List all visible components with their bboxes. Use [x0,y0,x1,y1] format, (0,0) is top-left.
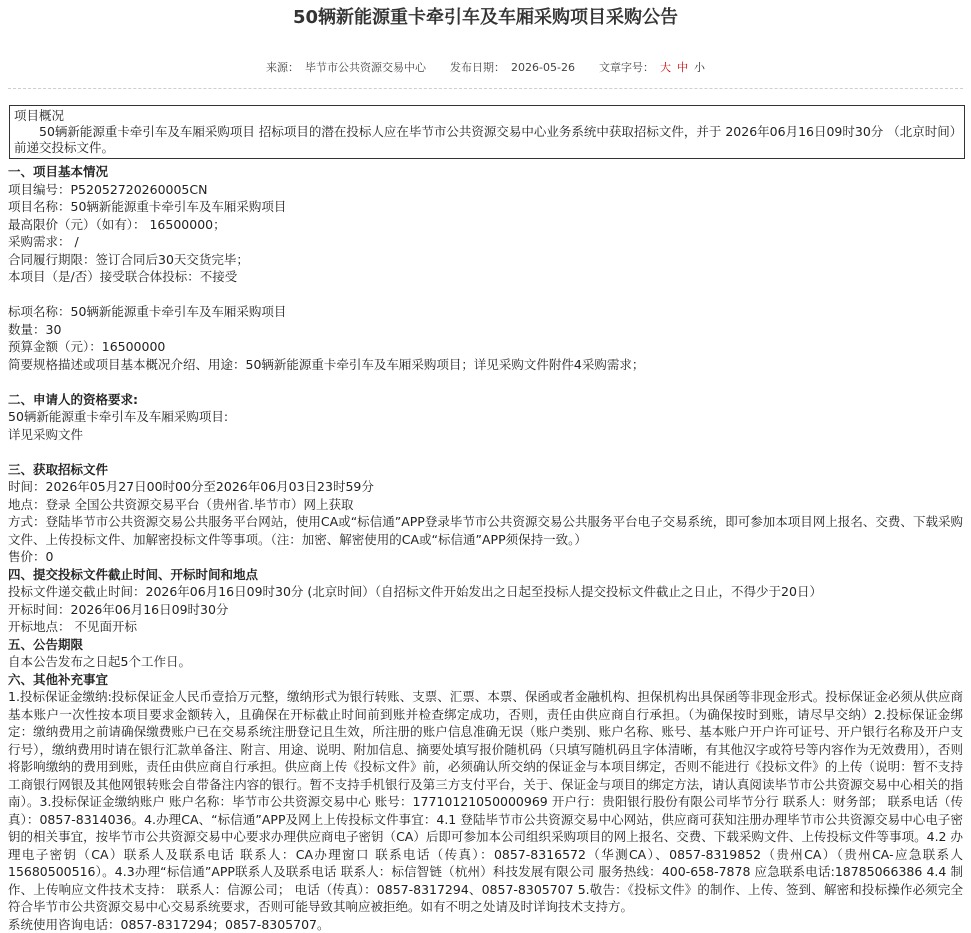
lot-description: 简要规格描述或项目基本概况介绍、用途：50辆新能源重卡牵引车及车厢采购项目；详见采购文件附件4采购需求； [8,356,963,374]
announcement-body [0,159,971,933]
source-value: 毕节市公共资源交易中心 [305,61,426,74]
bid-opening-place: 开标地点： 不见面开标 [8,618,963,636]
article-meta [0,60,971,76]
summary-text: 50辆新能源重卡牵引车及车厢采购项目 招标项目的潜在投标人应在毕节市公共资源交易中心业务系统中获取招标文件，并于 2026年06月16日09时30分 （北京时间）前递交投标文件。 [14,124,960,156]
section-6-title: 六、其他补充事宜 [8,671,963,689]
contract-period: 合同履行期限：签订合同后30天交货完毕； [8,251,963,269]
section-3-title: 三、获取招标文件 [8,461,963,479]
obtain-time: 时间：2026年05月27日00时00分至2026年06月03日23时59分 [8,478,963,496]
procurement-demand: 采购需求： / [8,233,963,251]
max-price: 最高限价（元）（如有）： 16500000； [8,216,963,234]
bid-deadline: 投标文件递交截止时间：2026年06月16日09时30分 (北京时间）（自招标文件开始发出之日起至投标人提交投标文件截止之日止，不得少于20日） [8,583,963,601]
obtain-price: 售价：0 [8,548,963,566]
source-label: 来源： [266,61,299,74]
obtain-place: 地点：登录 全国公共资源交易平台（贵州省.毕节市）网上获取 [8,496,963,514]
project-name: 项目名称：50辆新能源重卡牵引车及车厢采购项目 [8,198,963,216]
section-1-title: 一、项目基本情况 [8,163,963,181]
qualification-project: 50辆新能源重卡牵引车及车厢采购项目: [8,408,963,426]
obtain-method: 方式：登陆毕节市公共资源交易公共服务平台网站，使用CA或“标信通”APP登录毕节市公共资源交易公共服务平台电子交易系统，即可参加本项目网上报名、交费、下载采购文件、上传投标文件、加解密投标文件等事项。（注：加密、解密使用的CA或“标信通”APP须保持一致。） [8,513,963,548]
section-5-title: 五、公告期限 [8,636,963,654]
section-2-title: 二、申请人的资格要求: [8,391,963,409]
qualification-detail: 详见采购文件 [8,426,963,444]
project-summary-box [9,105,965,159]
publish-date-value: 2026-05-26 [511,61,575,74]
divider [8,88,963,89]
font-size-medium-button[interactable]: 中 [677,61,688,74]
publish-date-label: 发布日期： [450,61,505,74]
section-4-title: 四、提交投标文件截止时间、开标时间和地点 [8,566,963,584]
font-size-label: 文章字号： [599,61,654,74]
summary-heading: 项目概况 [14,108,960,124]
supplementary-details: 1.投标保证金缴纳:投标保证金人民币壹拾万元整，缴纳形式为银行转账、支票、汇票、本票、保函或者金融机构、担保机构出具保函等非现金形式。投标保证金必须从供应商基本账户一次性按本项目要求金额转入，且确保在开标截止时间前到账并检查绑定成功，否则，责任由供应商自行承担。（为确保按时到账，请尽早交纳）2.投标保证金绑定：缴纳费用之前请确保缴费账户已在交易系统注册登记且生效，所注册的账户信息准确无误（账户类别、账户名称、账号、基本账户开户许可证号、开户银行名称及开户支行号），缴纳费用时请在银行汇款单备注、附言、用途、说明、附加信息、摘要处填写报价随机码（只填写随机码且字体清晰，有其他汉字或符号等内容作为无效费用），否则将影响缴纳的费用到账，责任由供应商自行承担。供应商上传《投标文件》前，必须确认所交纳的保证金与本项目绑定，否则不能进行《投标文件》的上传（说明：暂不支持工商银行网银及其他网银转账会自带备注内容的银行。暂不支持手机银行及第三方支付平台，关于、保证金与项目的绑定方法，请认真阅读毕节市公共资源交易中心相关的指南）。3.投标保证金缴纳账户 账户名称：毕节市公共资源交易中心 账号：17710121050000969 开户行：贵阳银行股份有限公司毕节分行 联系人：财务部； 联系电话（传真）：0857-8314036。4.办理CA、“标信通”APP及网上上传投标文件事宜：4.1 登陆毕节市公共资源交易中心网站，供应商可获知注册办理毕节市公共资源交易中心电子密钥的相关事宜，按毕节市公共资源交易中心要求办理供应商电子密钥（CA）后即可参加本公司组织采购项目的网上报名、交费、下载采购文件、上传投标文件等事项。4.2 办理电子密钥（CA）联系人及联系电话 联系人：CA办理窗口 联系电话（传真）：0857-8316572（华测CA）、0857-8319852（贵州CA）（贵州CA-应急联系人15680500516）。4.3办理“标信通”APP联系人及联系电话 联系人：标信智链（杭州）科技发展有限公司 服务热线：400-658-7878 应急联系电话:18785066386 4.4 制作、上传响应文件技术支持： 联系人：信源公司； 电话（传真）：0857-8317294、0857-8305707 5.敬告：《投标文件》的制作、上传、签到、解密和投标操作必须完全符合毕节市公共资源交易中心交易系统要求，否则可能导致其响应被拒绝。如有不明之处请及时详询技术支持方。 [8,688,963,916]
lot-name: 标项名称：50辆新能源重卡牵引车及车厢采购项目 [8,303,963,321]
lot-budget: 预算金额（元）：16500000 [8,338,963,356]
bid-opening-time: 开标时间：2026年06月16日09时30分 [8,601,963,619]
announcement-period: 自本公告发布之日起5个工作日。 [8,653,963,671]
font-size-small-button[interactable]: 小 [694,61,705,74]
font-size-large-button[interactable]: 大 [660,61,671,74]
page-title: 50辆新能源重卡牵引车及车厢采购项目采购公告 [0,0,971,30]
support-phone: 系统使用咨询电话：0857-8317294；0857-8305707。 [8,916,963,933]
lot-quantity: 数量：30 [8,321,963,339]
consortium-bid: 本项目（是/否）接受联合体投标：不接受 [8,268,963,286]
project-number: 项目编号：P52052720260005CN [8,181,963,199]
